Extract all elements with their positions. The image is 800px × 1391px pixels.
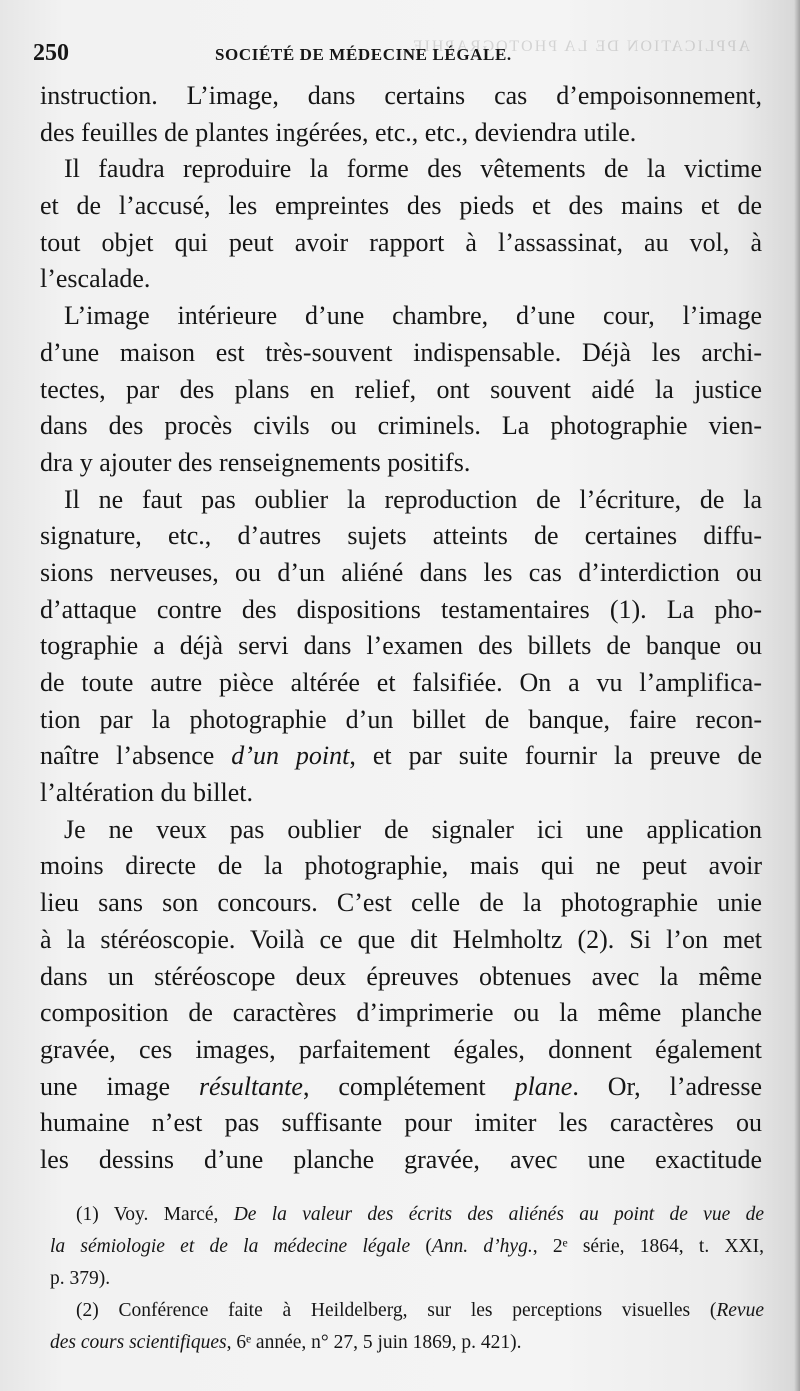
footnote-1-line-1: [50, 1199, 764, 1231]
text-line: signature, etc., d’autres sujets atteints de certaines diffu-: [40, 521, 762, 551]
text-line: et de l’accusé, les empreintes des pieds et des mains et de: [40, 191, 762, 221]
text-line: les dessins d’une planche gravée, avec une exactitude: [40, 1144, 762, 1174]
text-line: tion par la photographie d’un billet de banque, faire recon-: [40, 704, 762, 734]
scan-edge-shadow: [794, 0, 800, 1391]
text-line: Il ne faut pas oublier la reproduction de l’écriture, de la: [64, 484, 762, 514]
text-line: [40, 738, 762, 775]
text-line: tout objet qui peut avoir rapport à l’assassinat, au vol, à: [40, 227, 762, 257]
show-through-text: APPLICATION DE LA PHOTOGRAPHIE.: [404, 38, 750, 55]
text-line: tographie a déjà servi dans l’examen des billets de banque ou: [40, 631, 762, 661]
footnote-1-title-cont: la sémiologie et de la médecine légale: [50, 1236, 411, 1257]
footnote-2-journal-cont: des cours scientifiques: [50, 1332, 227, 1353]
footnote-2-line-1: [50, 1295, 764, 1327]
footnote-2-line-2: [50, 1327, 764, 1359]
text-line: lieu sans son concours. C’est celle de la photographie unie: [40, 888, 762, 918]
text-fragment: une image: [40, 1071, 199, 1101]
footnote-1-ref: , 2ᵉ série, 1864, t. XXI,: [532, 1236, 764, 1257]
text-line: l’altération du billet.: [40, 778, 253, 808]
page-header: [33, 40, 753, 74]
text-line: gravée, ces images, parfaitement égales, donnent également: [40, 1034, 762, 1064]
text-line: dra y ajouter des renseignements positifs.: [40, 447, 471, 477]
italic-phrase: résultante: [198, 1071, 303, 1101]
footnote-1-paren: (: [410, 1236, 432, 1257]
footnotes: [50, 1199, 764, 1359]
text-line: sions nerveuses, ou d’un aliéné dans les cas d’interdiction ou: [40, 557, 762, 587]
italic-phrase: d’un point: [231, 741, 350, 771]
text-line: des feuilles de plantes ingérées, etc., etc., deviendra utile.: [40, 117, 637, 147]
italic-phrase: plane: [514, 1071, 573, 1101]
text-line: dans des procès civils ou criminels. La photographie vien-: [40, 411, 762, 441]
text-line: à la stéréoscopie. Voilà ce que dit Helmholtz (2). Si l’on met: [40, 924, 762, 954]
footnote-2-ref: , 6ᵉ année, n° 27, 5 juin 1869, p. 421).: [226, 1332, 522, 1353]
footnote-1-journal: Ann. d’hyg.: [431, 1236, 533, 1257]
running-head: SOCIÉTÉ DE MÉDECINE LÉGALE.: [215, 45, 512, 64]
text-line: d’attaque contre des dispositions testamentaires (1). La pho-: [40, 594, 762, 624]
text-line: [40, 1069, 762, 1106]
text-fragment: , et par suite fournir la preuve de: [349, 741, 762, 771]
body-text: [40, 78, 762, 1179]
footnote-1-line-3: p. 379).: [50, 1268, 111, 1289]
text-fragment: , complétement: [302, 1071, 515, 1101]
page-number: 250: [33, 40, 69, 66]
text-line: dans un stéréoscope deux épreuves obtenues avec la même: [40, 961, 762, 991]
text-line: composition de caractères d’imprimerie ou la même planche: [40, 998, 762, 1028]
text-line: Il faudra reproduire la forme des vêtements de la victime: [64, 154, 762, 184]
text-line: L’image intérieure d’une chambre, d’une cour, l’image: [64, 301, 762, 331]
text-fragment: naître l’absence: [40, 741, 232, 771]
text-line: tectes, par des plans en relief, ont souvent aidé la justice: [40, 374, 762, 404]
text-fragment: . Or, l’adresse: [572, 1071, 762, 1101]
text-line: l’escalade.: [40, 264, 151, 294]
footnote-2-journal: Revue: [716, 1300, 764, 1321]
text-line: moins directe de la photographie, mais qui ne peut avoir: [40, 851, 762, 881]
footnote-1-title: De la valeur des écrits des aliénés au point de vue de: [233, 1204, 764, 1225]
footnote-1-line-2: [50, 1231, 764, 1263]
footnote-1-text: (1) Voy. Marcé,: [76, 1204, 234, 1225]
text-line: de toute autre pièce altérée et falsifiée. On a vu l’amplifica-: [40, 668, 762, 697]
footnote-2-text: (2) Conférence faite à Heildelberg, sur les perceptions visuelles (: [76, 1300, 717, 1321]
text-line: Je ne veux pas oublier de signaler ici une application: [64, 814, 762, 844]
text-line: d’une maison est très-souvent indispensable. Déjà les archi-: [40, 337, 762, 367]
text-line: instruction. L’image, dans certains cas d’empoisonnement,: [40, 81, 762, 110]
text-line: humaine n’est pas suffisante pour imiter les caractères ou: [40, 1108, 762, 1138]
